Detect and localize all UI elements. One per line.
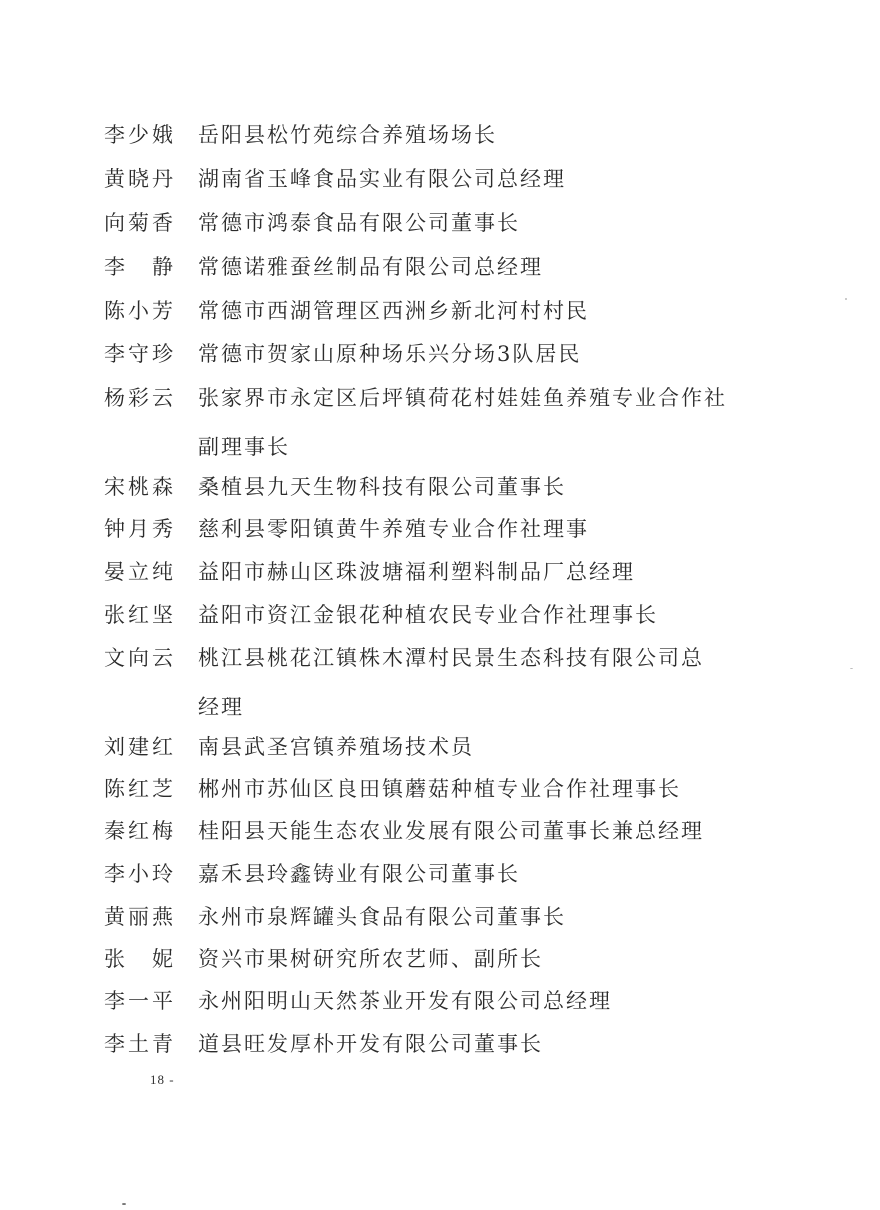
person-name: 黄丽燕 bbox=[104, 905, 176, 929]
person-name: 黄晓丹 bbox=[104, 167, 176, 191]
person-title: 桂阳县天能生态农业发展有限公司董事长兼总经理 bbox=[198, 819, 704, 843]
person-title: 常德市贺家山原种场乐兴分场3队居民 bbox=[198, 342, 582, 366]
person-name: 文向云 bbox=[104, 646, 176, 670]
person-name: 宋桃森 bbox=[104, 475, 176, 499]
person-title: 南县武圣宫镇养殖场技术员 bbox=[198, 735, 474, 759]
person-title: 常德诺雅蚕丝制品有限公司总经理 bbox=[198, 255, 543, 279]
scan-speck bbox=[122, 1203, 126, 1205]
person-name: 杨彩云 bbox=[104, 386, 176, 410]
person-name: 陈红芝 bbox=[104, 777, 176, 801]
person-title: 永州阳明山天然茶业开发有限公司总经理 bbox=[198, 989, 612, 1013]
person-title: 益阳市赫山区珠波塘福利塑料制品厂总经理 bbox=[198, 560, 635, 584]
person-name: 刘建红 bbox=[104, 735, 176, 759]
person-title bbox=[198, 643, 758, 722]
person-title-line1: 张家界市永定区后坪镇荷花村娃娃鱼养殖专业合作社 bbox=[198, 386, 727, 410]
person-name: 张红坚 bbox=[104, 603, 176, 627]
person-title: 嘉禾县玲鑫铸业有限公司董事长 bbox=[198, 862, 520, 886]
person-title: 岳阳县松竹苑综合养殖场场长 bbox=[198, 123, 497, 147]
person-title: 湖南省玉峰食品实业有限公司总经理 bbox=[198, 167, 566, 191]
scan-speck bbox=[845, 298, 847, 300]
person-title bbox=[198, 383, 758, 462]
person-name: 李 静 bbox=[104, 255, 176, 279]
person-name: 秦红梅 bbox=[104, 819, 176, 843]
scan-speck bbox=[850, 668, 853, 669]
person-name: 李少娥 bbox=[104, 123, 176, 147]
person-title: 道县旺发厚朴开发有限公司董事长 bbox=[198, 1032, 543, 1056]
person-name: 李一平 bbox=[104, 989, 176, 1013]
person-title: 常德市西湖管理区西洲乡新北河村村民 bbox=[198, 299, 589, 323]
person-title-line2: 经理 bbox=[198, 695, 244, 719]
person-name: 张 妮 bbox=[104, 947, 176, 971]
person-title: 资兴市果树研究所农艺师、副所长 bbox=[198, 947, 543, 971]
person-title-line1: 桃江县桃花江镇株木潭村民景生态科技有限公司总 bbox=[198, 646, 704, 670]
person-name: 李土青 bbox=[104, 1032, 176, 1056]
page-number: 18 - bbox=[150, 1072, 175, 1087]
person-title: 益阳市资江金银花种植农民专业合作社理事长 bbox=[198, 603, 658, 627]
person-title: 慈利县零阳镇黄牛养殖专业合作社理事 bbox=[198, 517, 589, 541]
person-title: 永州市泉辉罐头食品有限公司董事长 bbox=[198, 905, 566, 929]
person-title: 桑植县九天生物科技有限公司董事长 bbox=[198, 475, 566, 499]
person-name: 向菊香 bbox=[104, 211, 176, 235]
person-name: 李守珍 bbox=[104, 342, 176, 366]
person-name: 李小玲 bbox=[104, 862, 176, 886]
person-title: 郴州市苏仙区良田镇蘑菇种植专业合作社理事长 bbox=[198, 777, 681, 801]
person-name: 陈小芳 bbox=[104, 299, 176, 323]
person-title-line2: 副理事长 bbox=[198, 435, 290, 459]
person-name: 钟月秀 bbox=[104, 517, 176, 541]
person-name: 晏立纯 bbox=[104, 560, 176, 584]
person-title: 常德市鸿泰食品有限公司董事长 bbox=[198, 211, 520, 235]
